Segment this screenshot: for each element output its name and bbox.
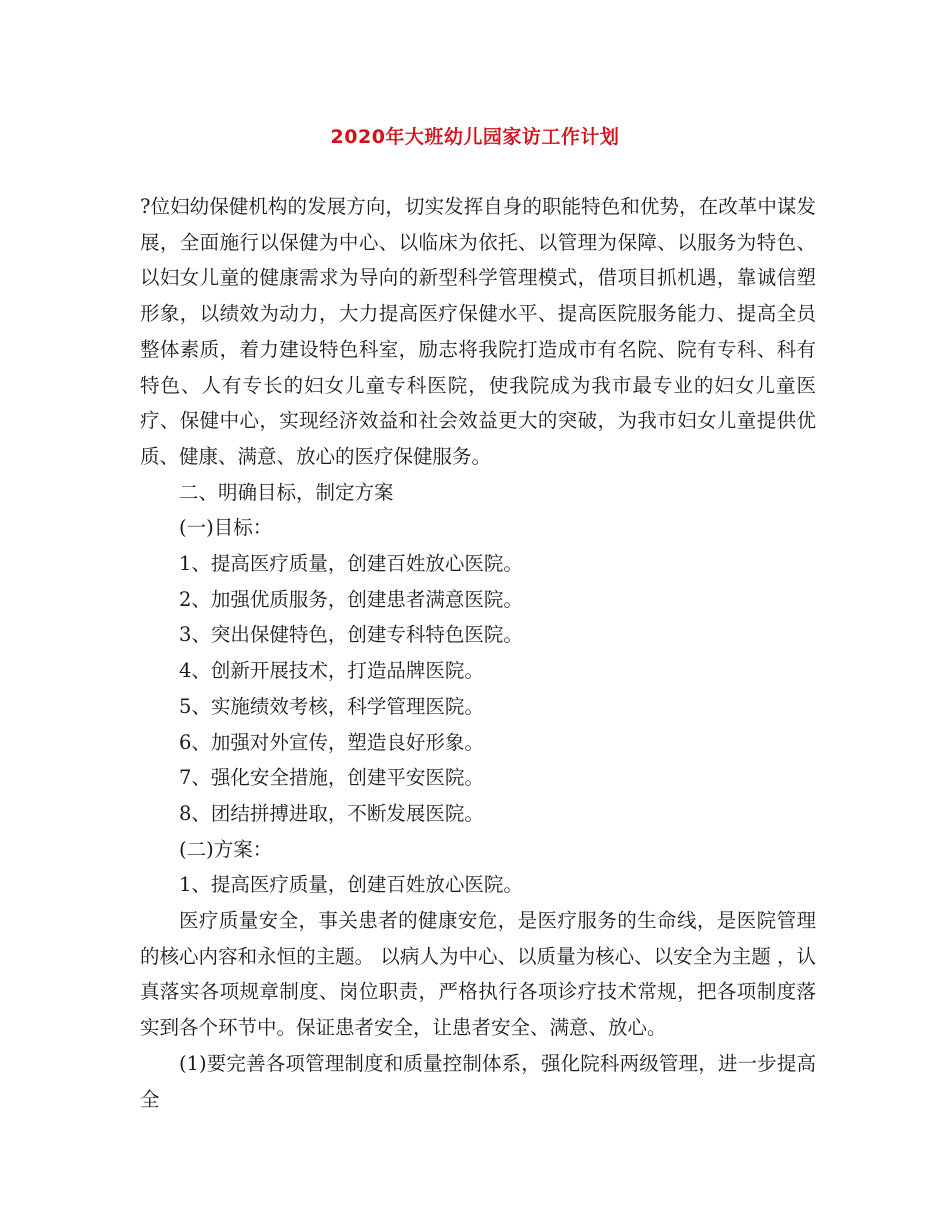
list-item: 8、团结拼搏进取，不断发展医院。 — [179, 801, 484, 825]
subsection-heading: (二)方案： — [179, 837, 273, 861]
list-item: 2、加强优质服务，创建患者满意医院。 — [179, 587, 523, 611]
list-item: 1、提高医疗质量，创建百姓放心医院。 — [179, 873, 523, 897]
list-item: 3、突出保健特色，创建专科特色医院。 — [179, 623, 523, 647]
list-item: 6、加强对外宣传，塑造良好形象。 — [179, 730, 484, 754]
list-item: 7、强化安全措施，创建平安医院。 — [179, 766, 484, 790]
page-title: 2020年大班幼儿园家访工作计划 — [330, 126, 620, 148]
intro-paragraph: ?位妇幼保健机构的发展方向，切实发挥自身的职能特色和优势，在改革中谋发展，全面施行以保健为中心、以临床为依托、以管理为保障、以服务为特色、以妇女儿童的健康需求为导向的新型科学管理模式，借项目抓机遇，靠诚信塑形象，以绩效为动力，大力提高医疗保健水平、提高医院服务能力、提高全员整体素质，着力建设特色科室，励志将我院打造成市有名院、院有专科、科有特色、人有专长的妇女儿童专科医院，使我院成为我市最专业的妇女儿童医疗、保健中心，实现经济效益和社会效益更大的突破，为我市妇女儿童提供优质、健康、满意、放心的医疗保健服务。 — [140, 195, 816, 468]
list-item: 5、实施绩效考核，科学管理医院。 — [179, 694, 484, 718]
document-body — [140, 189, 816, 1117]
body-paragraph: (1)要完善各项管理制度和质量控制体系，强化院科两级管理，进一步提高全 — [140, 1051, 816, 1111]
list-item: 4、创新开展技术，打造品牌医院。 — [179, 659, 484, 683]
section-heading: 二、明确目标，制定方案 — [179, 480, 394, 504]
list-item: 1、提高医疗质量，创建百姓放心医院。 — [179, 552, 523, 576]
body-paragraph: 医疗质量安全，事关患者的健康安危，是医疗服务的生命线，是医院管理的核心内容和永恒的主题。 以病人为中心、以质量为核心、以安全为主题 ，认真落实各项规章制度、岗位职责，严格执行各项诊疗技术常规，把各项制度落实到各个环节中。保证患者安全，让患者安全、满意、放心。 — [140, 909, 816, 1040]
subsection-heading: (一)目标： — [179, 516, 273, 540]
